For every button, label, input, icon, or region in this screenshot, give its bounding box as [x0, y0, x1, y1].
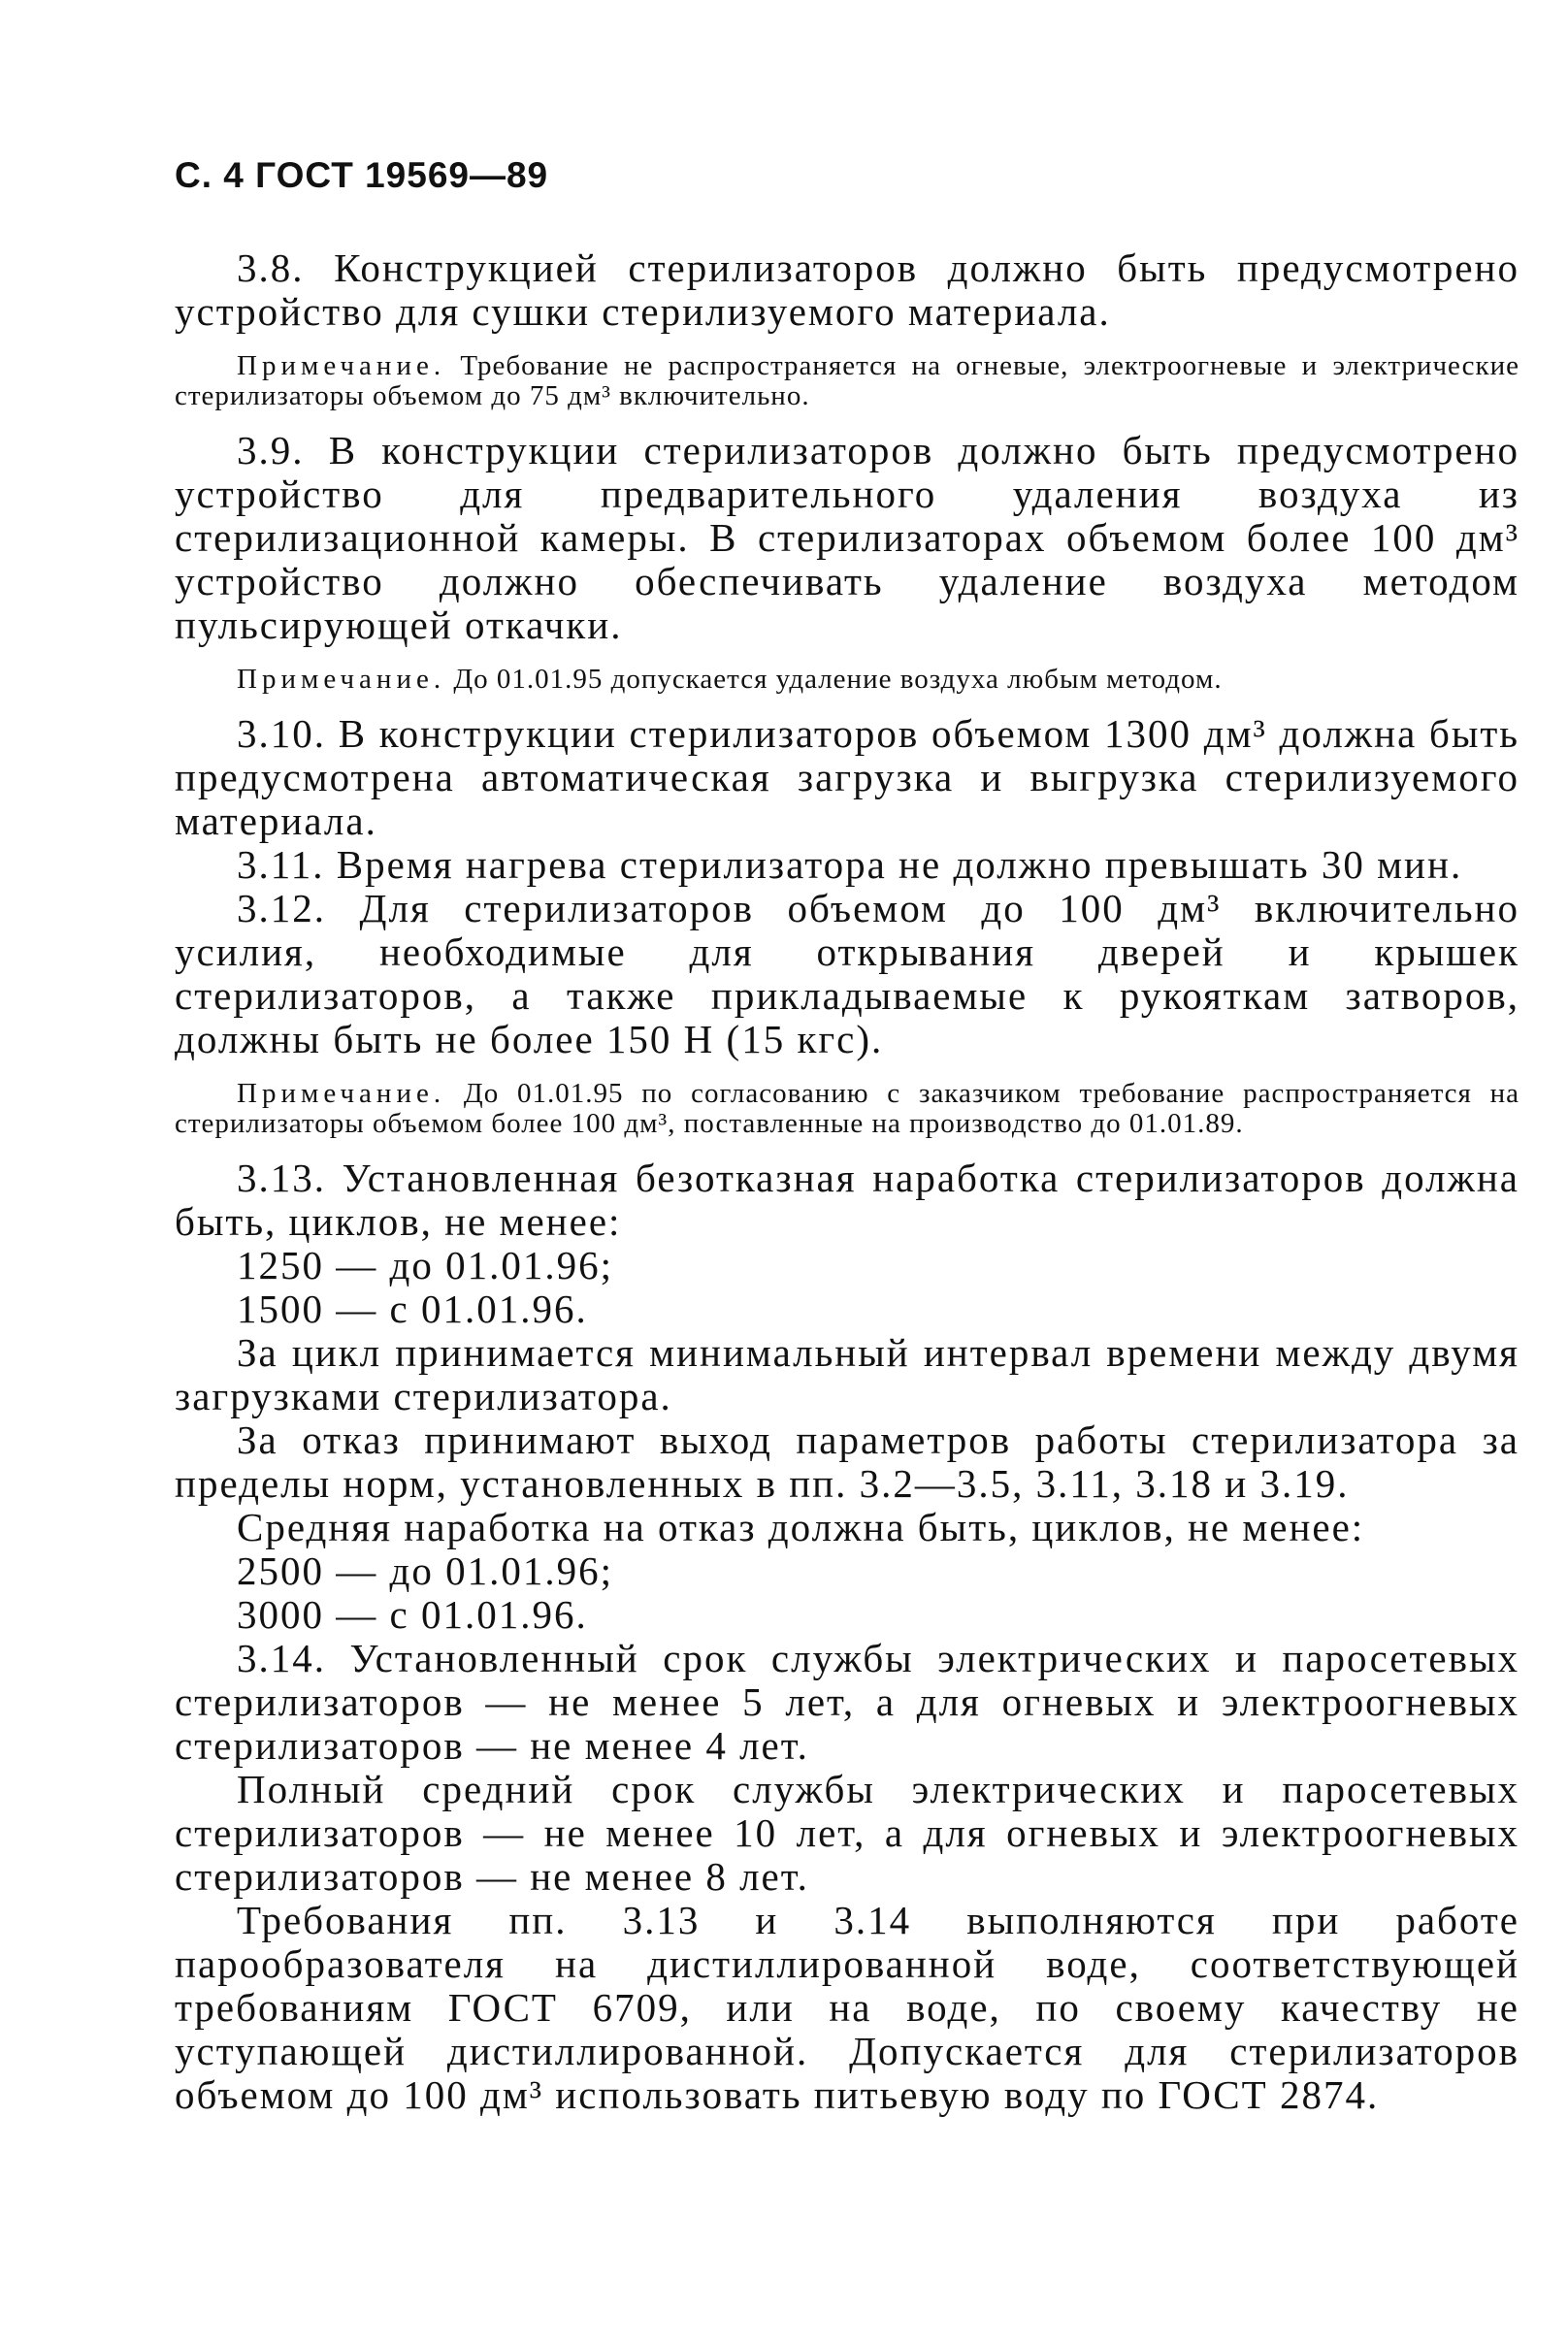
note-label: Примечание.: [237, 350, 446, 381]
clause-3-12: 3.12. Для стерилизаторов объемом до 100 дм³ включительно усилия, необходимые для открывания дверей и крышек стерилизаторов, а также прикладываемые к рукояткам затворов, должны быть не более 150 Н (15 кгс).: [175, 886, 1519, 1061]
cycle-definition: За цикл принимается минимальный интервал времени между двумя загрузками стерилизатора.: [175, 1330, 1519, 1418]
mean-time-to-failure: Средняя наработка на отказ должна быть, циклов, не менее:: [237, 1505, 1365, 1549]
note-2: [175, 665, 1519, 695]
note-text: До 01.01.95 по согласованию с заказчиком требование распространяется на стерилизаторы объемом более 100 дм³, поставленные на производство до 01.01.89.: [175, 1078, 1519, 1139]
full-service-life: Полный средний срок службы электрических и паросетевых стерилизаторов — не менее 10 лет, а для огневых и электроогневых стерилизаторов — не менее 8 лет.: [175, 1767, 1519, 1899]
list-line: 2500 — до 01.01.96;: [237, 1548, 614, 1593]
list-line: 1500 — с 01.01.96.: [237, 1286, 588, 1331]
clause-3-13: 3.13. Установленная безотказная наработка стерилизаторов должна быть, циклов, не менее:: [175, 1156, 1519, 1244]
note-text: До 01.01.95 допускается удаление воздуха любым методом.: [453, 664, 1223, 695]
clause-3-11: 3.11. Время нагрева стерилизатора не должно превышать 30 мин.: [237, 842, 1463, 887]
note-3: [175, 1079, 1519, 1139]
clause-3-10: 3.10. В конструкции стерилизаторов объемом 1300 дм³ должна быть предусмотрена автоматическая загрузка и выгрузка стерилизуемого материала.: [175, 711, 1519, 843]
water-requirements: Требования пп. 3.13 и 3.14 выполняются при работе парообразователя на дистиллированной воде, соответствующей требованиям ГОСТ 6709, или на воде, по своему качеству не уступающей дистиллированной. Допускается для стерилизаторов объемом до 100 дм³ использовать питьевую воду по ГОСТ 2874.: [175, 1898, 1519, 2117]
note-label: Примечание.: [237, 664, 446, 695]
list-line: 1250 — до 01.01.96;: [237, 1243, 614, 1287]
document-page: [175, 155, 1519, 2117]
note-1: [175, 351, 1519, 411]
clause-3-14: 3.14. Установленный срок службы электрических и паросетевых стерилизаторов — не менее 5 лет, а для огневых и электроогневых стерилизаторов — не менее 4 лет.: [175, 1636, 1519, 1768]
page-header: С. 4 ГОСТ 19569—89: [175, 155, 549, 195]
list-line: 3000 — с 01.01.96.: [237, 1592, 588, 1637]
note-label: Примечание.: [237, 1078, 446, 1109]
clause-3-9: 3.9. В конструкции стерилизаторов должно быть предусмотрено устройство для предварительного удаления воздуха из стерилизационной камеры. В стерилизаторах объемом более 100 дм³ устройство должно обеспечивать удаление воздуха методом пульсирующей откачки.: [175, 428, 1519, 647]
failure-definition: За отказ принимают выход параметров работы стерилизатора за пределы норм, установленных в пп. 3.2—3.5, 3.11, 3.18 и 3.19.: [175, 1417, 1519, 1506]
clause-3-8: 3.8. Конструкцией стерилизаторов должно быть предусмотрено устройство для сушки стерилизуемого материала.: [175, 245, 1519, 334]
note-text: Требование не распространяется на огневые, электроогневые и электрические стерилизаторы объемом до 75 дм³ включительно.: [175, 350, 1520, 411]
